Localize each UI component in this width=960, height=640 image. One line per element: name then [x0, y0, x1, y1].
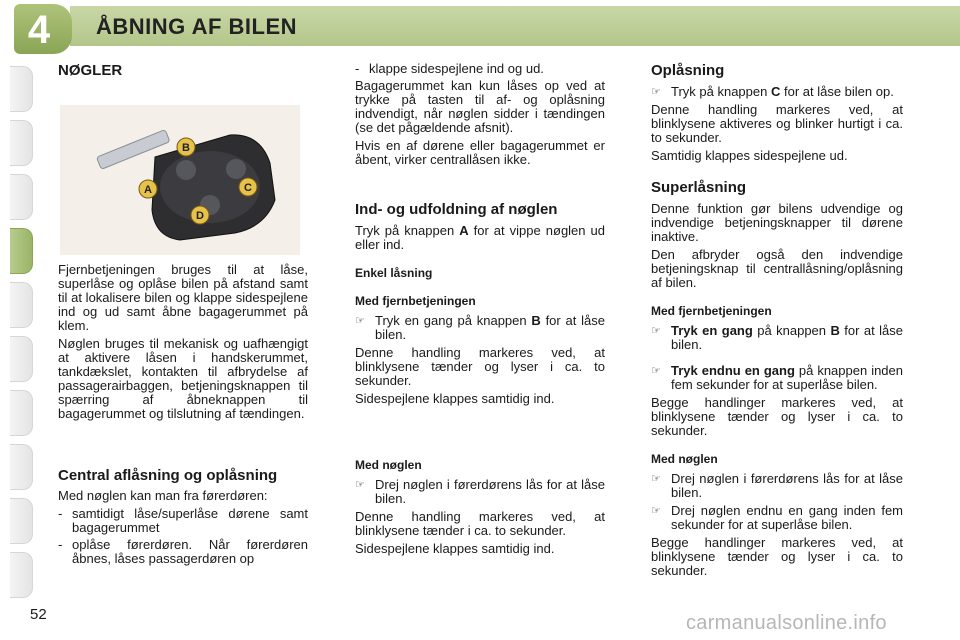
chapter-side-tabs: [10, 66, 32, 606]
page-title: ÅBNING AF BILEN: [96, 14, 298, 39]
list-item: ☞ Drej nøglen i førerdørens lås for at låse bilen.: [355, 477, 605, 506]
paragraph: Denne handling markeres ved, at blinklysene aktiveres og blinker hurtigt i ca. to sekunder.: [651, 102, 903, 145]
paragraph: Tryk på knappen A for at vippe nøglen ud eller ind.: [355, 223, 606, 252]
list-item: ☞ Tryk en gang på knappen B for at låse bilen.: [651, 323, 903, 352]
key-label-d: D: [196, 210, 204, 222]
side-tab[interactable]: [10, 498, 33, 544]
list-item: ☞ Tryk endnu en gang på knappen inden fem sekunder for at superlåse bilen.: [651, 363, 903, 392]
key-illustration: [60, 105, 300, 255]
section-heading-unlock: Oplåsning: [651, 62, 725, 79]
key-label-a: A: [144, 184, 152, 196]
subheading-remote: Med fjernbetjeningen: [355, 294, 476, 308]
side-tab[interactable]: [10, 444, 33, 490]
list-item: - samtidigt låse/superlåse dørene samt bagagerummet: [58, 506, 308, 535]
section-heading-fold: Ind- og udfoldning af nøglen: [355, 201, 558, 218]
pointing-hand-icon: ☞: [651, 325, 661, 337]
paragraph: Denne handling markeres ved, at blinklysene tænder i ca. to sekunder.: [355, 509, 605, 538]
key-fob-image: [60, 105, 300, 255]
side-tab[interactable]: [10, 66, 33, 112]
side-tab[interactable]: [10, 336, 33, 382]
paragraph: Sidespejlene klappes samtidig ind.: [355, 391, 555, 406]
chapter-number: 4: [27, 8, 51, 52]
pointing-hand-icon: ☞: [651, 473, 661, 485]
column-middle: [355, 62, 605, 560]
pointing-hand-icon: ☞: [651, 505, 661, 517]
paragraph: Denne funktion gør bilens udvendige og indvendige betjeningsknapper til dørene inaktive.: [651, 201, 903, 244]
paragraph: Denne handling markeres ved, at blinklysene tænder og lyser i ca. to sekunder.: [355, 345, 605, 388]
side-tab[interactable]: [10, 282, 33, 328]
side-tab[interactable]: [10, 390, 33, 436]
paragraph: Fjernbetjeningen bruges til at låse, superlåse og oplåse bilen på afstand samt til at lokalisere bilen og klappe sidespejlene ind og ud samt åbne bagagerummet på klem.: [58, 262, 308, 333]
pointing-hand-icon: ☞: [355, 479, 365, 491]
pointing-hand-icon: ☞: [651, 365, 661, 377]
column-right: [651, 62, 903, 582]
subheading-remote: Med fjernbetjeningen: [651, 304, 772, 318]
list-item: ☞ Drej nøglen endnu en gang inden fem sekunder for at superlåse bilen.: [651, 503, 903, 532]
list-item: ☞ Tryk på knappen C for at låse bilen op.: [651, 84, 894, 99]
page-header: [0, 0, 960, 50]
paragraph: Begge handlinger markeres ved, at blinklysene tænder og lyser i ca. to sekunder.: [651, 395, 903, 438]
side-tab[interactable]: [10, 552, 33, 598]
list-item: ☞ Tryk en gang på knappen B for at låse bilen.: [355, 313, 605, 342]
paragraph: Bagagerummet kan kun låses op ved at trykke på tasten til af- og oplåsning indvendigt, når nøglen sidder i tændingen (se det pågældende afsnit).: [355, 78, 605, 135]
paragraph: Begge handlinger markeres ved, at blinklysene tænder og lyser i ca. to sekunder.: [651, 535, 903, 578]
watermark: carmanualsonline.info: [686, 612, 887, 634]
subheading-simple-lock: Enkel låsning: [355, 266, 433, 280]
paragraph: Nøglen bruges til mekanisk og uafhængigt at aktivere låsen i handskerummet, tankdækslet, kontakten til afbrydelse af passagerairbaggen, betjeningsknappen til spærring af åbneknappen til bagagerummet og tilslutning af tændingen.: [58, 336, 308, 421]
list-item: - klappe sidespejlene ind og ud.: [355, 61, 544, 76]
side-tab-active[interactable]: [10, 228, 33, 274]
list-item: ☞ Drej nøglen i førerdørens lås for at låse bilen.: [651, 471, 903, 500]
key-label-b: B: [182, 142, 190, 154]
list-item: - oplåse førerdøren. Når førerdøren åbnes, låses passagerdøren op: [58, 537, 308, 566]
column-left: [58, 62, 308, 569]
paragraph: Med nøglen kan man fra førerdøren:: [58, 488, 268, 503]
section-heading-superlock: Superlåsning: [651, 179, 747, 196]
pointing-hand-icon: ☞: [651, 86, 661, 98]
paragraph: Sidespejlene klappes samtidig ind.: [355, 541, 555, 556]
paragraph: Samtidig klappes sidespejlene ud.: [651, 148, 848, 163]
side-tab[interactable]: [10, 120, 33, 166]
section-heading-central: Central aflåsning og oplåsning: [58, 467, 278, 484]
paragraph: Den afbryder også den indvendige betjeningsknap til centrallåsning/oplåsning af bilen.: [651, 247, 903, 290]
pointing-hand-icon: ☞: [355, 315, 365, 327]
section-heading-keys: NØGLER: [58, 62, 123, 79]
paragraph: Hvis en af dørene eller bagagerummet er åbent, virker centrallåsen ikke.: [355, 138, 605, 167]
page-number: 52: [30, 606, 47, 623]
side-tab[interactable]: [10, 174, 33, 220]
subheading-key: Med nøglen: [355, 458, 422, 472]
key-label-c: C: [244, 182, 252, 194]
subheading-key: Med nøglen: [651, 452, 718, 466]
